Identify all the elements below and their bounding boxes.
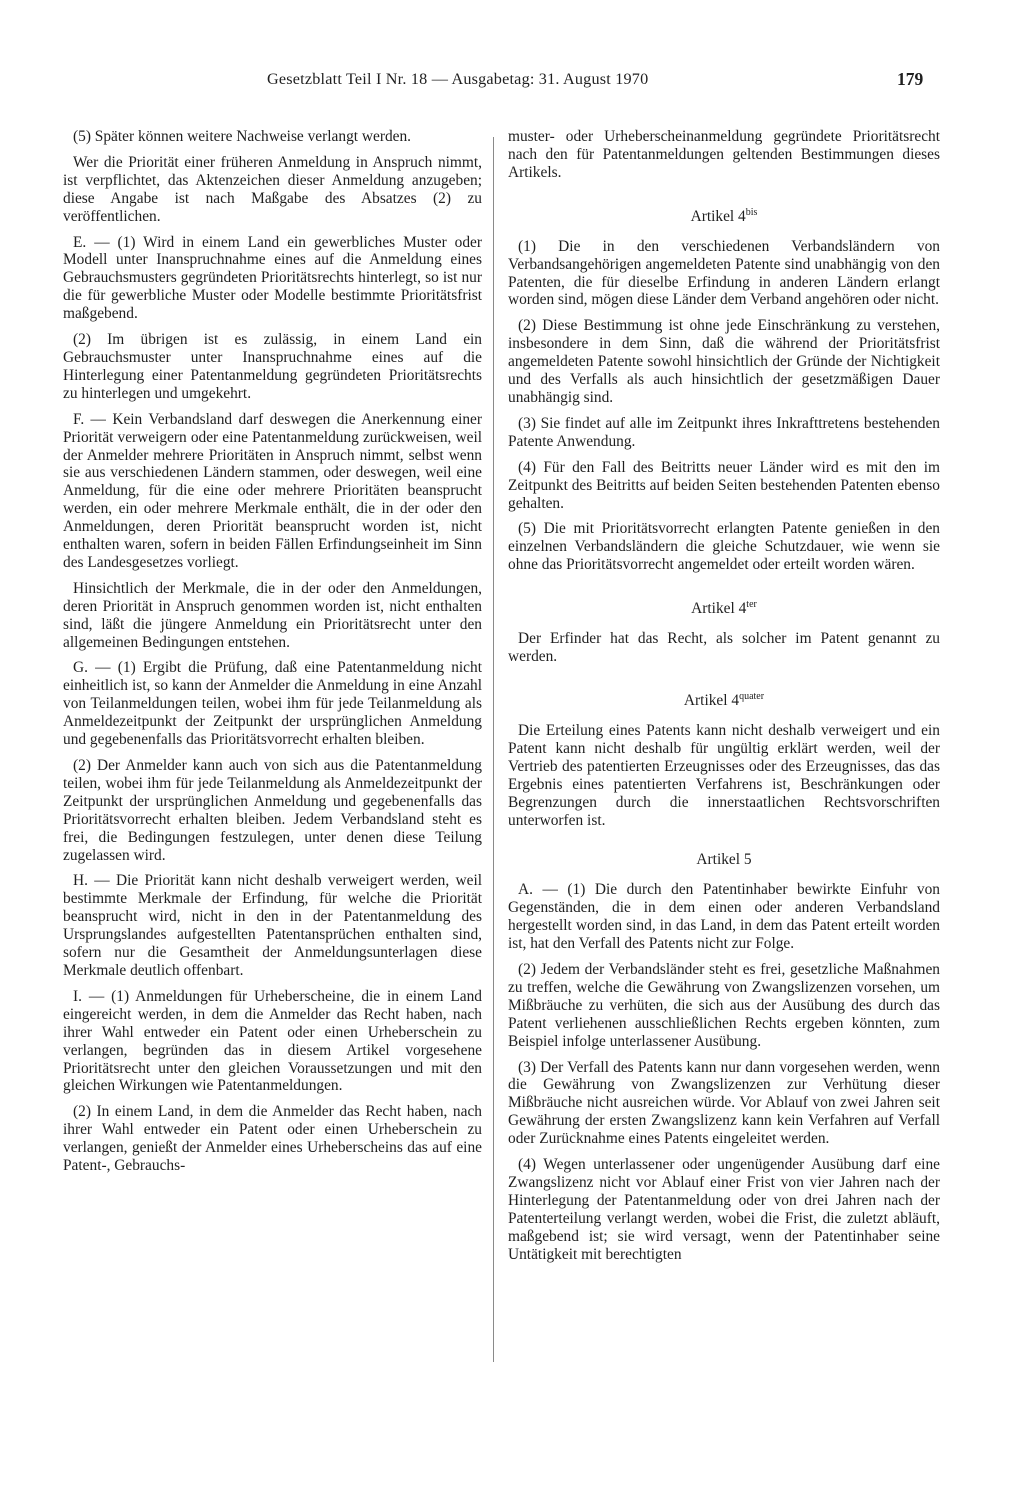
continued-paragraph: muster- oder Urheberscheinanmeldung gegründete Prioritätsrecht nach den für Patentanmeldungen geltenden Bestimmungen dieses Artikels. — [508, 128, 940, 181]
right-column — [508, 128, 940, 1272]
paragraph: (5) Die mit Prioritätsvorrecht erlangten Patente genießen in den einzelnen Verbandsländern die gleiche Schutzdauer, wie wenn sie ohne das Prioritätsvorrecht angemeldet oder erteilt worden wären. — [508, 520, 940, 574]
article-4bis-heading — [508, 204, 940, 226]
paragraph: F. — Kein Verbandsland darf deswegen die Anerkennung einer Priorität verweigern oder eine Patentanmeldung zurückweisen, weil der Anmelder mehrere Prioritäten in Anspruch nimmt, selbst wenn sie aus verschiedenen Ländern stammen, oder deswegen, weil eine Anmeldung, für die eine oder mehrere Prioritäten beansprucht werden, ein oder mehrere Merkmale enthält, die in der oder den Anmeldungen, deren Priorität beansprucht worden ist, nicht enthalten waren, sofern in beiden Fällen Erfindungseinheit im Sinn des Landesgesetzes vorliegt. — [63, 410, 482, 571]
paragraph: Der Erfinder hat das Recht, als solcher im Patent genannt zu werden. — [508, 630, 940, 666]
paragraph: G. — (1) Ergibt die Prüfung, daß eine Patentanmeldung nicht einheitlich ist, so kann der Anmelder die Anmeldung in eine Anzahl von Teilanmeldungen teilen, wobei ihm für jede Teilanmeldung als Anmeldezeitpunkt der Zeitpunkt der ursprünglichen Anmeldung und gegebenenfalls das Prioritätsvorrecht erhalten bleiben. — [63, 659, 482, 749]
paragraph: A. — (1) Die durch den Patentinhaber bewirkte Einfuhr von Gegenständen, die in dem einen oder anderen Verbandsland hergestellt worden sind, in das Land, in dem das Patent erteilt worden ist, hat den Verfall des Patents nicht zur Folge. — [508, 881, 940, 953]
article-5-heading: Artikel 5 — [696, 851, 752, 869]
article-4quater-title: Artikel 4 — [683, 692, 740, 710]
paragraph: (1) Die in den verschiedenen Verbandsländern von Verbandsangehörigen angemeldeten Patente sind unabhängig von den Patenten, die für dieselbe Erfindung in anderen Ländern erlangt worden sind, mögen diese Länder dem Verband angehören oder nicht. — [508, 237, 940, 309]
column-divider — [493, 137, 494, 1362]
article-4ter-heading — [508, 596, 940, 618]
paragraph: E. — (1) Wird in einem Land ein gewerbliches Muster oder Modell unter Inanspruchnahme eines auf die Anmeldung eines Gebrauchsmusters gegründeten Prioritätsrechts hinterlegt, so ist nur die für gewerbliche Muster oder Modelle bestimmte Prioritätsfrist maßgebend. — [63, 233, 482, 323]
paragraph: (2) Diese Bestimmung ist ohne jede Einschränkung zu verstehen, insbesondere in dem Sinn, daß die während der Prioritätsfrist angemeldeten Patente sowohl hinsichtlich der Gründe der Nichtigkeit und des Verfalls als auch hinsichtlich der gesetzmäßigen Dauer unabhängig sind. — [508, 317, 940, 406]
paragraph: I. — (1) Anmeldungen für Urheberscheine, die in einem Land eingereicht werden, in dem die Anmelder das Recht haben, nach ihrer Wahl entweder ein Patent oder einen Urheberschein zu verlangen, begründen das in diesem Artikel vorgesehene Prioritätsrecht unter den gleichen Voraussetzungen und mit den gleichen Wirkungen wie Patentanmeldungen. — [63, 987, 482, 1095]
article-4bis-superscript: bis — [745, 206, 758, 218]
paragraph: (4) Für den Fall des Beitritts neuer Länder wird es mit den im Zeitpunkt des Beitritts auf beiden Seiten bestehenden Patenten ebenso gehalten. — [508, 458, 940, 512]
publication-header: Gesetzblatt Teil I Nr. 18 — Ausgabetag: 31. August 1970 — [267, 70, 649, 88]
article-4quater-superscript: quater — [739, 691, 765, 702]
article-4ter-title: Artikel 4 — [691, 600, 747, 618]
paragraph: (3) Der Verfall des Patents kann nur dann vorgesehen werden, wenn die Gewährung von Zwangslizenzen zur Verhütung dieser Mißbräuche nicht ausreichen würde. Vor Ablauf von zwei Jahren seit Gewährung der ersten Zwangslizenz kann kein Verfahren auf Verfall oder Zurücknahme eines Patents eingeleitet werden. — [508, 1058, 940, 1148]
left-column — [63, 128, 482, 1183]
paragraph: (2) Der Anmelder kann auch von sich aus die Patentanmeldung teilen, wobei ihm für jede Teilanmeldung als Anmeldezeitpunkt der Zeitpunkt der ursprünglichen Anmeldung und gegebenenfalls das Prioritätsvorrecht erhalten bleiben. Jedem Verbandsland steht es frei, die Bedingungen festzulegen, unter denen diese Teilung zugelassen wird. — [63, 757, 482, 864]
paragraph: Hinsichtlich der Merkmale, die in der oder den Anmeldungen, deren Priorität in Anspruch genommen worden ist, nicht enthalten sind, läßt die jüngere Anmeldung ein Prioritätsrecht unter den allgemeinen Bedingungen entstehen. — [63, 579, 482, 651]
paragraph: (2) In einem Land, in dem die Anmelder das Recht haben, nach ihrer Wahl entweder ein Patent oder einen Urheberschein zu verlangen, genießt der Anmelder eines Urheberscheins das auf eine Patent-, Gebrauchs- — [63, 1103, 482, 1175]
paragraph: (5) Später können weitere Nachweise verlangt werden. — [73, 128, 412, 145]
page-number: 179 — [897, 69, 924, 89]
paragraph: Die Erteilung eines Patents kann nicht deshalb verweigert und ein Patent kann nicht deshalb für ungültig erklärt werden, weil der Vertrieb des patentierten Erzeugnisses oder des Erzeugnisses, das das Ergebnis eines patentierten Verfahrens ist, Beschränkungen oder Begrenzungen durch die innerstaatlichen Rechtsvorschriften unterworfen ist. — [508, 722, 940, 829]
paragraph: (4) Wegen unterlassener oder ungenügender Ausübung darf eine Zwangslizenz nicht vor Ablauf einer Frist von vier Jahren nach der Hinterlegung der Patentanmeldung oder von drei Jahren nach der Patenterteilung verlangt werden, wobei die Frist, die zuletzt abläuft, maßgebend ist; sie wird versagt, wenn der Patentinhaber seine Untätigkeit mit berechtigten — [508, 1156, 940, 1263]
page-header — [0, 70, 1024, 102]
paragraph: (2) Im übrigen ist es zulässig, in einem Land ein Gebrauchsmuster unter Inanspruchnahme eines auf die Hinterlegung einer Patentanmeldung gegründeten Prioritätsrechts zu hinterlegen und umgekehrt. — [63, 331, 482, 402]
article-4quater-heading — [508, 688, 940, 710]
paragraph: (3) Sie findet auf alle im Zeitpunkt ihres Inkrafttretens bestehenden Patente Anwendung. — [508, 414, 940, 450]
article-4ter-superscript: ter — [746, 599, 757, 611]
paragraph: H. — Die Priorität kann nicht deshalb verweigert werden, weil bestimmte Merkmale der Erfindung, für welche die Priorität beansprucht wird, nicht in den in der Patentanmeldung des Ursprungslandes aufgestellten Patentansprüchen enthalten sind, sofern nur die Gesamtheit der Anmeldungsunterlagen diese Merkmale deutlich offenbart. — [63, 872, 482, 979]
paragraph: Wer die Priorität einer früheren Anmeldung in Anspruch nimmt, ist verpflichtet, das Aktenzeichen dieser Anmeldung anzugeben; diese Angabe ist nach Maßgabe des Absatzes (2) zu veröffentlichen. — [63, 153, 482, 225]
paragraph: (2) Jedem der Verbandsländer steht es frei, gesetzliche Maßnahmen zu treffen, welche die Gewährung von Zwangslizenzen vorsehen, um Mißbräuche zu verhüten, die sich aus der Ausübung des durch das Patent verliehenen ausschließlichen Rechts ergeben könnten, zum Beispiel infolge unterlassener Ausübung. — [508, 961, 940, 1050]
article-4bis-title: Artikel 4 — [690, 207, 746, 225]
